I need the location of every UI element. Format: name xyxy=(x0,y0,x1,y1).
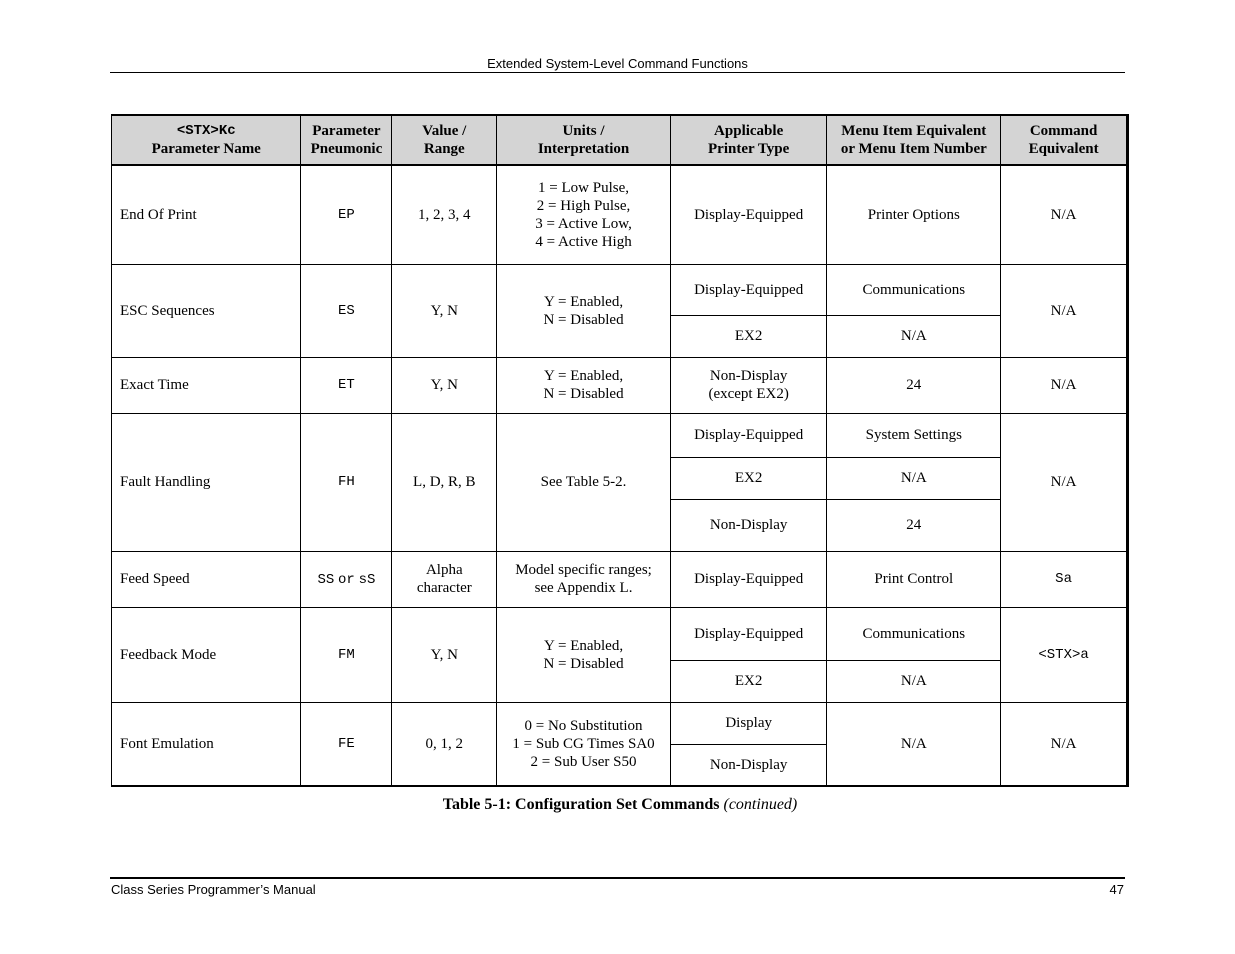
table-row-feed-speed xyxy=(112,551,1128,607)
table-row-feedback-mode xyxy=(112,607,1128,660)
param-printer-type: EX2 xyxy=(670,660,827,702)
param-name: Font Emulation xyxy=(112,702,301,786)
table-row-exact-time xyxy=(112,357,1128,413)
header-value-range: Value / Range xyxy=(392,115,497,165)
param-menu-item: System Settings xyxy=(827,413,1001,457)
param-menu-item: Communications xyxy=(827,264,1001,315)
header-printer-type: Applicable Printer Type xyxy=(670,115,827,165)
param-units: Y = Enabled, N = Disabled xyxy=(497,264,671,357)
param-name: Fault Handling xyxy=(112,413,301,551)
param-pneumonic: FM xyxy=(301,607,392,702)
table-header-row xyxy=(112,115,1128,165)
caption-continued: (continued) xyxy=(723,796,798,813)
param-menu-item: N/A xyxy=(827,315,1001,357)
header-command-equivalent: Command Equivalent xyxy=(1001,115,1128,165)
table-row-end-of-print xyxy=(112,165,1128,264)
param-printer-type: Display-Equipped xyxy=(670,264,827,315)
header-menu-item: Menu Item Equivalent or Menu Item Number xyxy=(827,115,1001,165)
param-printer-type: EX2 xyxy=(670,457,827,499)
caption-title: Table 5-1: Configuration Set Commands xyxy=(442,796,720,813)
param-pneumonic: ET xyxy=(301,357,392,413)
param-menu-item: N/A xyxy=(827,702,1001,786)
table-row-fault-handling xyxy=(112,413,1128,457)
header-units: Units / Interpretation xyxy=(497,115,671,165)
param-menu-item: 24 xyxy=(827,357,1001,413)
header-pneumonic: Parameter Pneumonic xyxy=(301,115,392,165)
param-menu-item: N/A xyxy=(827,457,1001,499)
param-printer-type: Display-Equipped xyxy=(670,413,827,457)
param-printer-type: Non-Display (except EX2) xyxy=(670,357,827,413)
param-menu-item: Printer Options xyxy=(827,165,1001,264)
param-menu-item: Print Control xyxy=(827,551,1001,607)
param-command: N/A xyxy=(1001,702,1128,786)
table-row-font-emulation xyxy=(112,702,1128,744)
param-units: Y = Enabled, N = Disabled xyxy=(497,607,671,702)
param-range: Y, N xyxy=(392,357,497,413)
param-name: Feedback Mode xyxy=(112,607,301,702)
param-units: 0 = No Substitution 1 = Sub CG Times SA0 2 = Sub User S50 xyxy=(497,702,671,786)
table-caption xyxy=(111,796,1129,814)
param-pneumonic: EP xyxy=(301,165,392,264)
footer-manual-title: Class Series Programmer’s Manual xyxy=(111,882,316,897)
param-pneumonic: ES xyxy=(301,264,392,357)
param-range: Alpha character xyxy=(392,551,497,607)
param-units: 1 = Low Pulse, 2 = High Pulse, 3 = Active Low, 4 = Active High xyxy=(497,165,671,264)
param-pneumonic: FH xyxy=(301,413,392,551)
param-printer-type: Display-Equipped xyxy=(670,165,827,264)
param-range: L, D, R, B xyxy=(392,413,497,551)
page-header: Extended System-Level Command Functions xyxy=(487,56,748,71)
param-printer-type: Non-Display xyxy=(670,744,827,786)
param-range: Y, N xyxy=(392,607,497,702)
param-name: End Of Print xyxy=(112,165,301,264)
param-command: <STX>a xyxy=(1001,607,1128,702)
configuration-set-commands-table xyxy=(111,114,1129,787)
param-command: N/A xyxy=(1001,264,1128,357)
param-units: Y = Enabled, N = Disabled xyxy=(497,357,671,413)
param-printer-type: Display-Equipped xyxy=(670,551,827,607)
param-printer-type: Display xyxy=(670,702,827,744)
param-menu-item: 24 xyxy=(827,499,1001,551)
param-pneumonic: FE xyxy=(301,702,392,786)
param-command: N/A xyxy=(1001,165,1128,264)
param-units: Model specific ranges; see Appendix L. xyxy=(497,551,671,607)
param-range: Y, N xyxy=(392,264,497,357)
page-number: 47 xyxy=(1109,882,1124,897)
table-row-esc-sequences xyxy=(112,264,1128,315)
param-menu-item: N/A xyxy=(827,660,1001,702)
param-printer-type: Non-Display xyxy=(670,499,827,551)
param-units: See Table 5-2. xyxy=(497,413,671,551)
param-command: N/A xyxy=(1001,413,1128,551)
param-command: N/A xyxy=(1001,357,1128,413)
param-range: 1, 2, 3, 4 xyxy=(392,165,497,264)
header-rule xyxy=(110,72,1125,73)
param-name: Feed Speed xyxy=(112,551,301,607)
footer-rule xyxy=(110,877,1125,879)
header-parameter-name: <STX>Kc Parameter Name xyxy=(112,115,301,165)
param-command: Sa xyxy=(1001,551,1128,607)
param-name: ESC Sequences xyxy=(112,264,301,357)
param-menu-item: Communications xyxy=(827,607,1001,660)
param-range: 0, 1, 2 xyxy=(392,702,497,786)
param-printer-type: Display-Equipped xyxy=(670,607,827,660)
param-pneumonic: SS or sS xyxy=(301,551,392,607)
param-printer-type: EX2 xyxy=(670,315,827,357)
param-name: Exact Time xyxy=(112,357,301,413)
